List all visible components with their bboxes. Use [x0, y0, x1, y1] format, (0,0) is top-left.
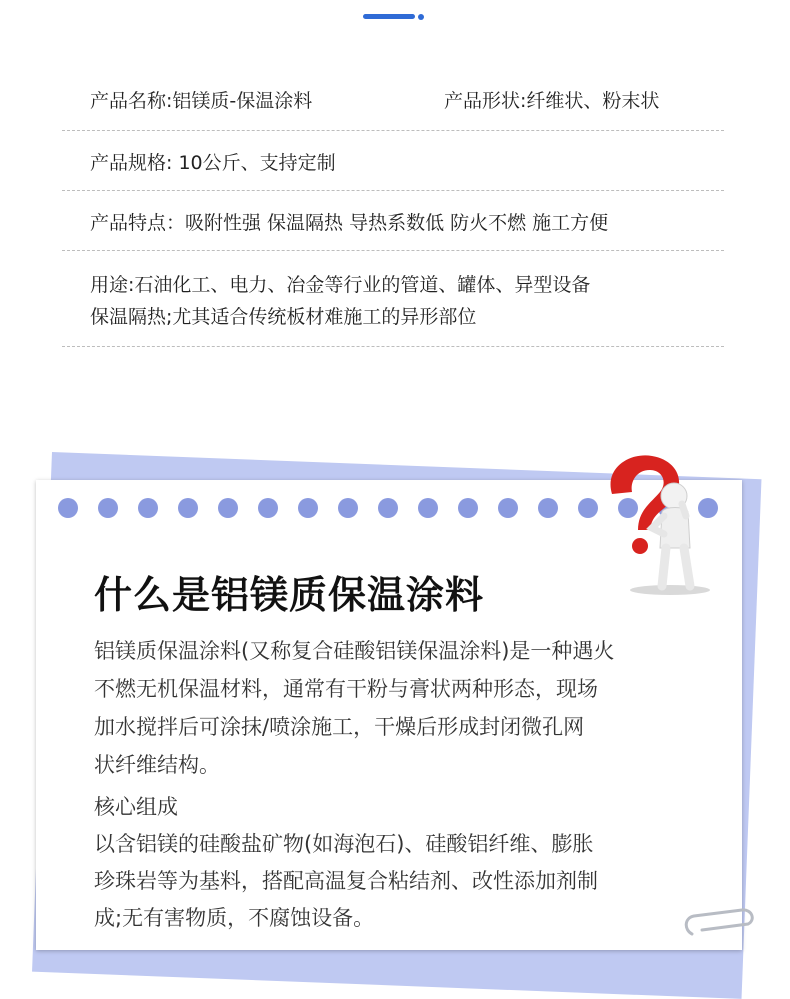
product-usage-line2: 保温隔热;尤其适合传统板材难施工的异形部位	[90, 306, 477, 328]
product-name: 产品名称:铝镁质-保温涂料	[90, 90, 313, 112]
composition-section	[94, 788, 704, 937]
composition-heading: 核心组成	[94, 795, 178, 819]
binder-hole	[338, 498, 358, 518]
spec-divider	[62, 190, 724, 191]
binder-hole	[418, 498, 438, 518]
spec-divider	[62, 130, 724, 131]
intro-paragraph	[94, 632, 704, 784]
paperclip-icon	[682, 900, 762, 936]
intro-line: 铝镁质保温涂料(又称复合硅酸铝镁保温涂料)是一种遇火	[94, 639, 615, 663]
spec-row-usage-2	[62, 304, 724, 330]
intro-line: 加水搅拌后可涂抹/喷涂施工，干燥后形成封闭微孔网	[94, 715, 585, 739]
product-usage-line1: 用途:石油化工、电力、冶金等行业的管道、罐体、异型设备	[90, 274, 591, 296]
intro-line: 不燃无机保温材料，通常有干粉与膏状两种形态，现场	[94, 677, 598, 701]
thinking-figure-question-icon	[590, 448, 730, 598]
spec-divider	[62, 346, 724, 347]
spec-divider	[62, 250, 724, 251]
intro-line: 状纤维结构。	[94, 753, 220, 777]
composition-line: 以含铝镁的硅酸盐矿物(如海泡石)、硅酸铝纤维、膨胀	[94, 832, 594, 856]
binder-hole	[218, 498, 238, 518]
composition-line: 珍珠岩等为基料，搭配高温复合粘结剂、改性添加剂制	[94, 869, 598, 893]
indicator-bar	[363, 14, 415, 19]
product-spec: 产品规格: 10公斤、支持定制	[90, 152, 336, 174]
binder-hole	[538, 498, 558, 518]
spec-row-name-shape	[62, 88, 724, 114]
binder-hole	[58, 498, 78, 518]
composition-line: 成;无有害物质，不腐蚀设备。	[94, 906, 375, 930]
binder-hole	[378, 498, 398, 518]
binder-hole	[498, 498, 518, 518]
spec-row-spec	[62, 150, 724, 176]
product-features: 产品特点：吸附性强 保温隔热 导热系数低 防火不燃 施工方便	[90, 212, 609, 234]
section-indicator	[363, 13, 425, 21]
spec-row-usage-1	[62, 272, 724, 298]
binder-hole	[98, 498, 118, 518]
binder-hole	[138, 498, 158, 518]
binder-hole	[458, 498, 478, 518]
spec-row-features	[62, 210, 724, 236]
binder-hole	[178, 498, 198, 518]
card-title: 什么是铝镁质保温涂料	[94, 573, 485, 617]
indicator-dot	[418, 14, 424, 20]
product-shape: 产品形状:纤维状、粉末状	[444, 90, 660, 112]
binder-hole	[298, 498, 318, 518]
binder-hole	[258, 498, 278, 518]
